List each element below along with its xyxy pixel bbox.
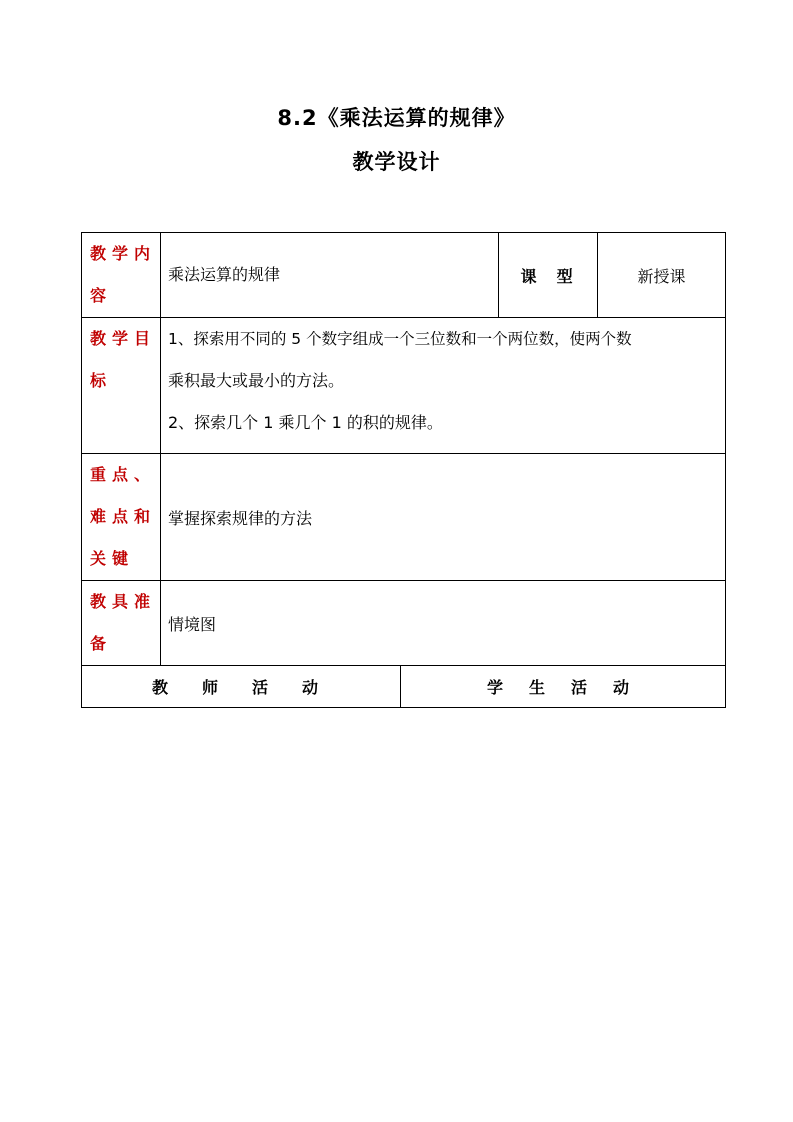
student-activity-text: 学生活动 bbox=[487, 678, 656, 697]
teaching-aids-label: 教具准备 bbox=[82, 581, 161, 666]
table-row bbox=[82, 233, 726, 318]
lesson-plan-table bbox=[81, 232, 726, 708]
teacher-activity-header bbox=[82, 666, 401, 708]
teaching-goal-label: 教学目标 bbox=[82, 318, 161, 454]
teaching-content-label: 教学内容 bbox=[82, 233, 161, 318]
document-title: 8.2《乘法运算的规律》 bbox=[277, 106, 516, 130]
lesson-type-value-text: 新授课 bbox=[637, 266, 686, 286]
student-activity-header bbox=[401, 666, 726, 708]
lesson-type-label-text: 课 型 bbox=[520, 266, 576, 286]
goal-line-3: 2、探索几个 1 乘几个 1 的积的规律。 bbox=[168, 413, 443, 432]
lesson-type-value bbox=[598, 233, 726, 318]
goal-line-1: 1、探索用不同的 5 个数字组成一个三位数和一个两位数，使两个数 bbox=[168, 330, 632, 348]
table-row bbox=[82, 454, 726, 581]
teaching-goal-content bbox=[161, 318, 726, 454]
table-row bbox=[82, 581, 726, 666]
teacher-activity-text: 教师活动 bbox=[151, 678, 352, 697]
teaching-content-value: 乘法运算的规律 bbox=[161, 233, 499, 318]
teaching-aids-value: 情境图 bbox=[161, 581, 726, 666]
table-row bbox=[82, 666, 726, 708]
key-points-value: 掌握探索规律的方法 bbox=[161, 454, 726, 581]
document-subtitle: 教学设计 bbox=[352, 150, 441, 174]
lesson-type-label bbox=[499, 233, 598, 318]
table-row bbox=[82, 318, 726, 454]
goal-line-2: 乘积最大或最小的方法。 bbox=[168, 371, 345, 390]
key-points-label: 重点、难点和关键 bbox=[82, 454, 161, 581]
